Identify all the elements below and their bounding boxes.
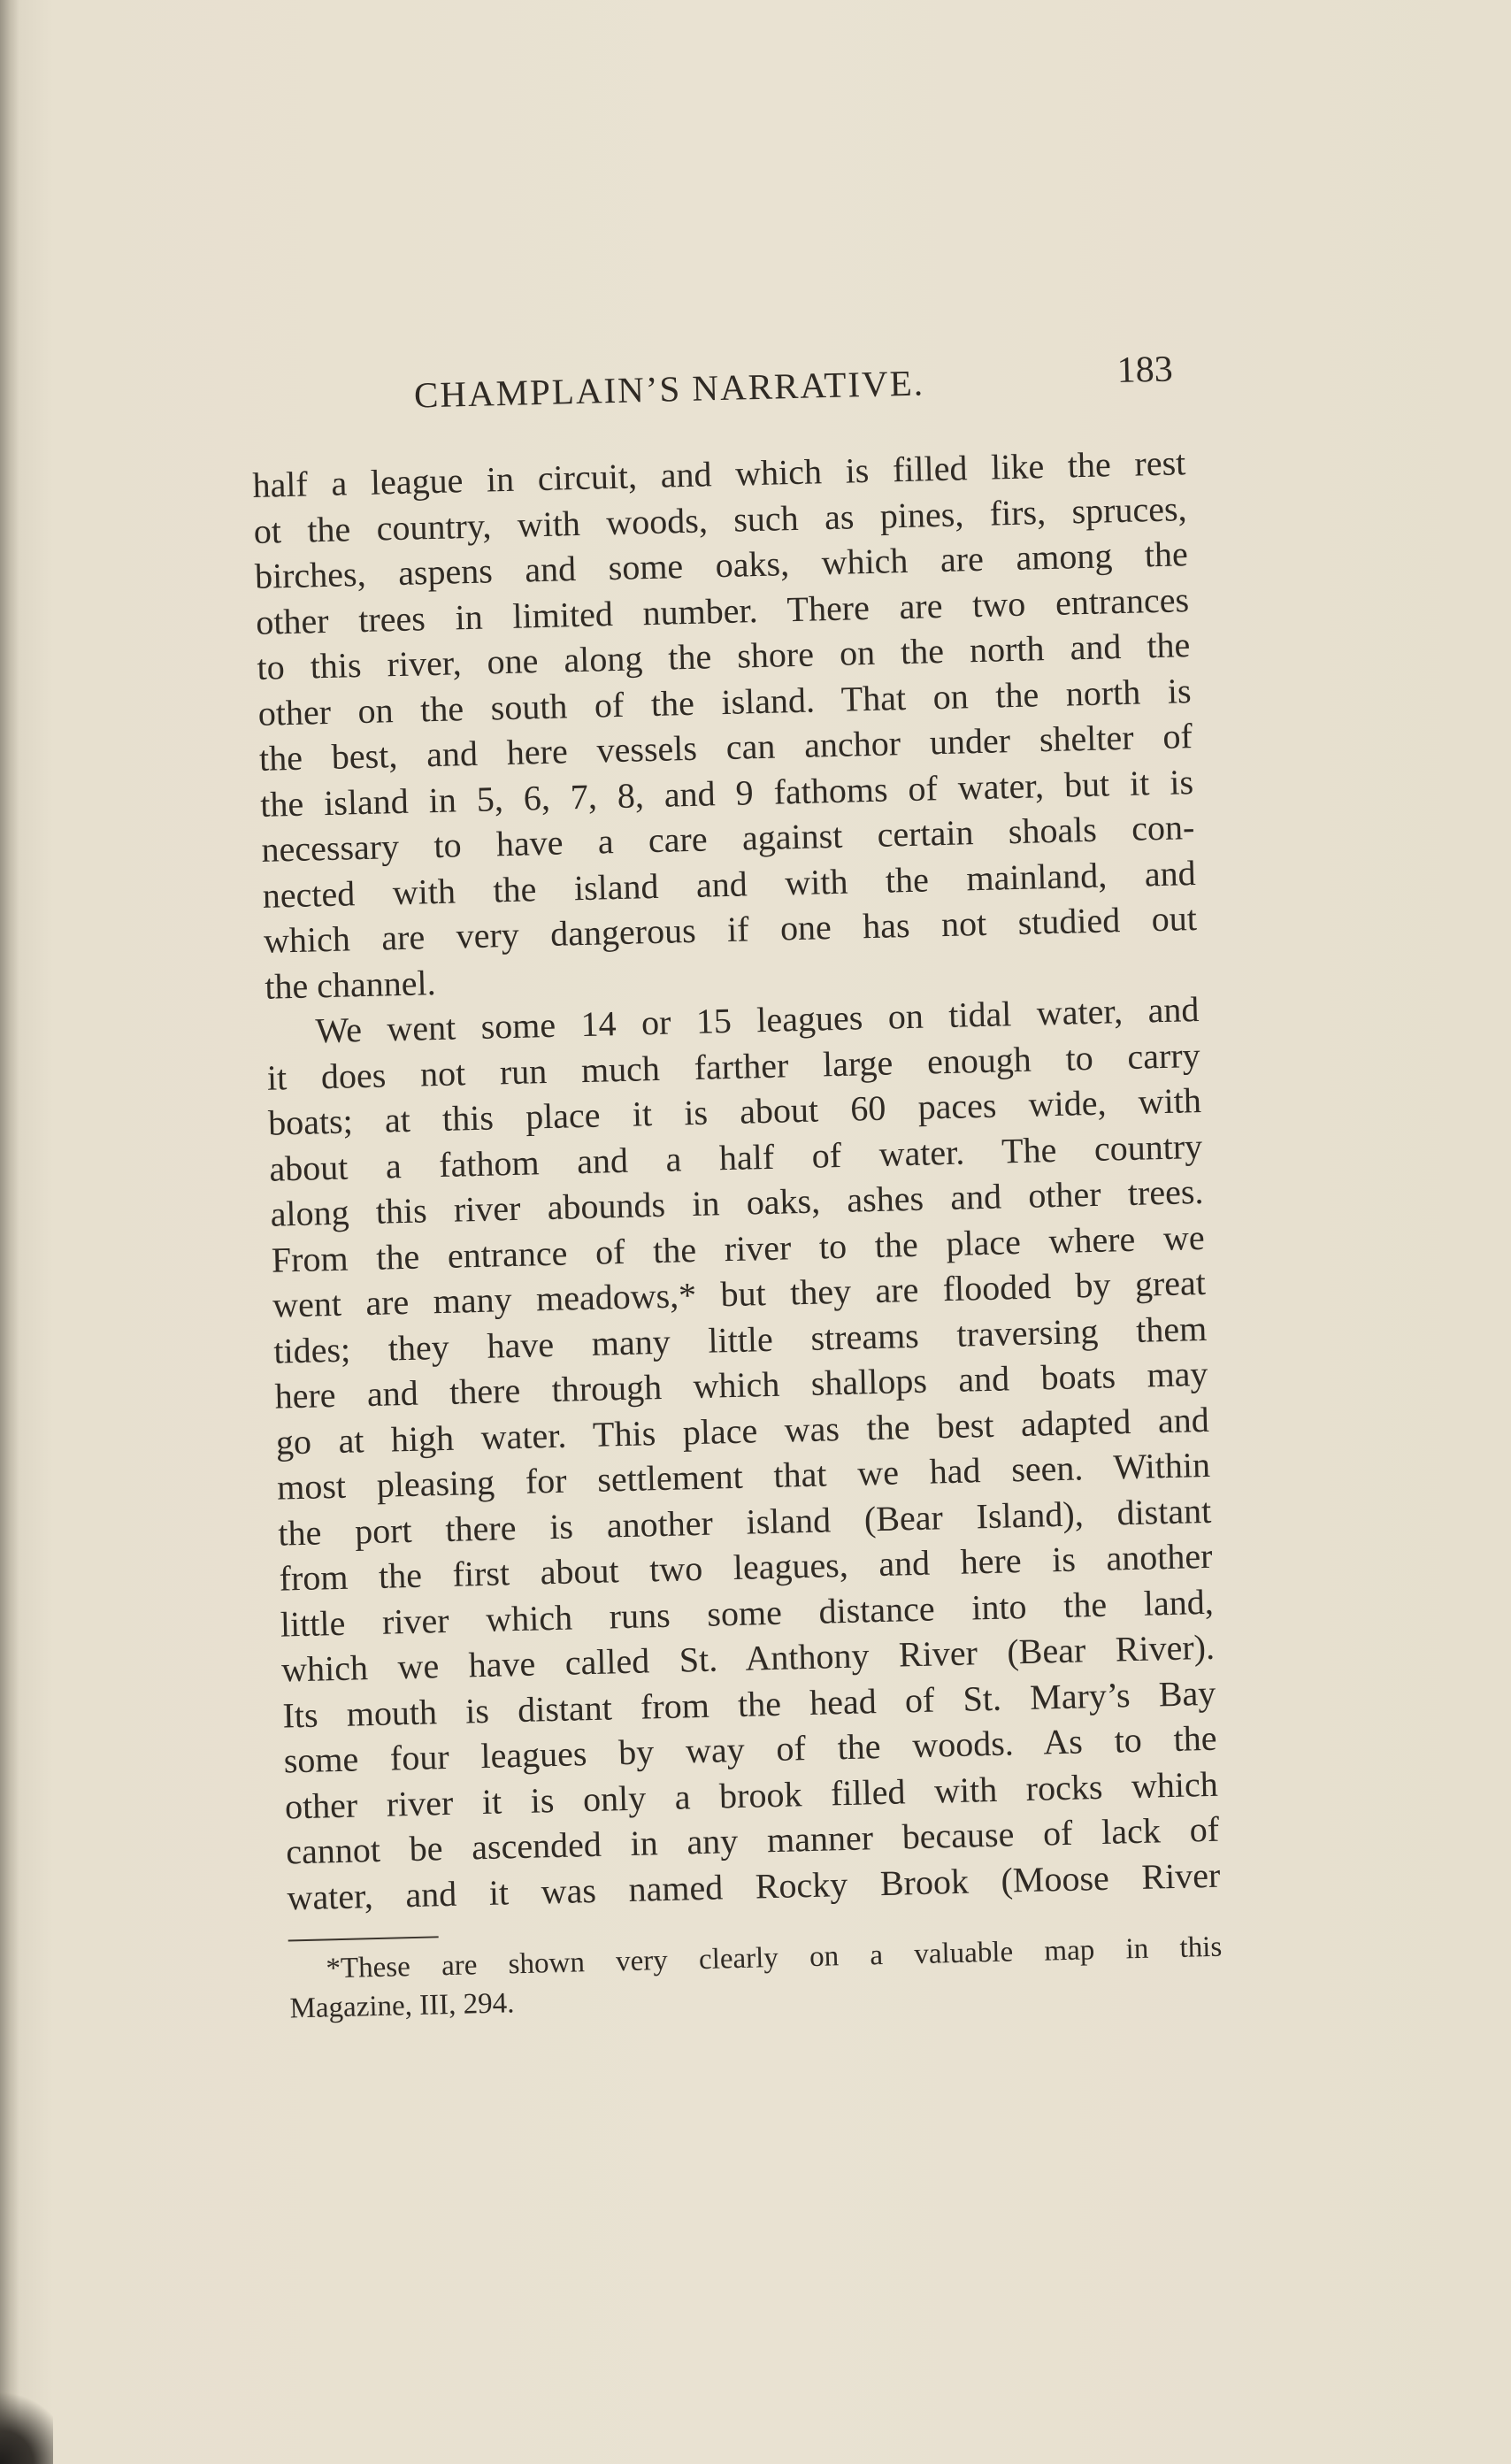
footnote [288, 1928, 1223, 2029]
text-line: tides; they have many little streams traversing them [272, 1308, 1208, 1371]
text-line: go at high water. This place was the best adapted and [275, 1399, 1210, 1462]
text-line: Its mouth is distant from the head of St. Mary’s Bay [281, 1672, 1216, 1736]
corner-shadow [0, 2384, 53, 2464]
text-line: the island in 5, 6, 7, 8, and 9 fathoms of water, but it is [259, 761, 1194, 825]
text-line: other on the south of the island. That on the north is [257, 670, 1193, 733]
page-content [249, 335, 1223, 2028]
text-line: birches, aspens and some oaks, which are among the [254, 533, 1189, 596]
footnote-line: *These are shown very clearly on a valuable map in this [326, 1931, 1223, 1985]
text-line: cannot be ascended in any manner because of lack of [285, 1808, 1220, 1872]
text-line: other trees in limited number. There are two entrances [255, 579, 1190, 642]
text-line: We went some 14 or 15 leagues on tidal water, and [315, 989, 1200, 1051]
text-line: here and there through which shallops and boats may [274, 1353, 1208, 1416]
text-line: from the first about two leagues, and here is another [279, 1535, 1213, 1599]
text-line: the best, and here vessels can anchor under shelter of [258, 716, 1193, 779]
text-line: about a fathom and a half of water. The country [268, 1125, 1203, 1189]
spine-shadow [0, 0, 19, 2464]
text-line: which are very dangerous if one has not studied out [263, 898, 1198, 961]
text-line: along this river abounds in oaks, ashes and other trees. [270, 1171, 1204, 1234]
text-line: the channel. [264, 962, 437, 1007]
text-line: ot the country, with woods, such as pines, firs, spruces, [253, 487, 1187, 551]
body-text [252, 440, 1221, 1920]
text-line: water, and it was named Rocky Brook (Moose River [286, 1854, 1221, 1917]
text-line: some four leagues by way of the woods. As to the [283, 1717, 1217, 1781]
footnote-divider [288, 1936, 439, 1941]
text-line: the port there is another island (Bear Island), distant [277, 1490, 1212, 1554]
text-line: it does not run much farther large enough to carry [266, 1034, 1201, 1098]
text-line: which we have called St. Anthony River (Bear River). [280, 1626, 1216, 1690]
text-line: little river which runs some distance into the land, [280, 1581, 1215, 1645]
text-line: most pleasing for settlement that we had seen. Within [276, 1444, 1211, 1508]
text-line: nected with the island and with the mainland, and [262, 852, 1197, 916]
text-line: necessary to have a care against certain shoals con- [261, 807, 1195, 870]
footnote-line: Magazine, III, 294. [289, 1987, 515, 2025]
text-line: half a league in circuit, and which is filled like the rest [251, 442, 1186, 505]
running-title: CHAMPLAIN’S NARRATIVE. [413, 362, 925, 416]
text-line: to this river, one along the shore on the north and the [256, 625, 1191, 687]
text-line: From the entrance of the river to the place where we [271, 1217, 1206, 1280]
text-line: went are many meadows,* but they are flooded by great [272, 1262, 1207, 1325]
running-head [249, 335, 1185, 429]
text-line: boats; at this place it is about 60 paces wide, with [267, 1079, 1202, 1143]
page-number: 183 [1116, 349, 1174, 392]
text-line: other river it is only a brook filled with rocks which [284, 1763, 1219, 1827]
